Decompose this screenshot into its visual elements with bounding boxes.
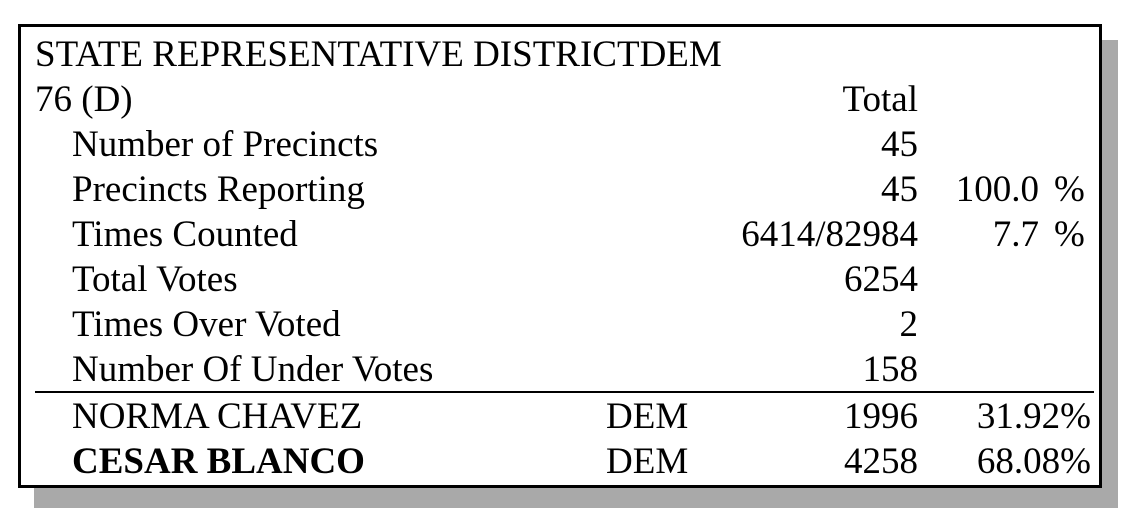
stat-label: Times Over Voted <box>72 304 341 345</box>
stat-percent-sign: % <box>1054 214 1085 255</box>
stat-value: 6254 <box>844 259 918 300</box>
candidate-party: DEM <box>606 441 689 482</box>
stat-label: Number of Precincts <box>72 124 379 165</box>
candidate-percent: 68.08% <box>976 441 1091 482</box>
stat-value: 45 <box>881 124 918 165</box>
divider-line <box>35 391 1094 393</box>
stat-label: Number Of Under Votes <box>72 349 434 390</box>
contest-title-line1: STATE REPRESENTATIVE DISTRICTDEM <box>35 34 722 75</box>
stat-label: Precincts Reporting <box>72 169 365 210</box>
candidate-name: NORMA CHAVEZ <box>72 396 363 437</box>
contest-title-line2: 76 (D) <box>35 79 133 120</box>
stat-percent: 100.0 <box>955 169 1039 210</box>
candidate-name: CESAR BLANCO <box>72 441 365 482</box>
stat-label: Times Counted <box>72 214 298 255</box>
stat-value: 45 <box>881 169 918 210</box>
stat-label: Total Votes <box>72 259 238 300</box>
stat-value: 2 <box>899 304 918 345</box>
stat-percent: 7.7 <box>992 214 1039 255</box>
candidate-party: DEM <box>606 396 689 437</box>
candidate-votes: 1996 <box>844 396 918 437</box>
stat-value: 158 <box>862 349 918 390</box>
candidate-percent: 31.92% <box>976 396 1091 437</box>
stat-percent-sign: % <box>1054 169 1085 210</box>
stat-value: 6414/82984 <box>741 214 918 255</box>
candidate-votes: 4258 <box>844 441 918 482</box>
total-column-header: Total <box>842 79 918 120</box>
results-box <box>18 24 1102 488</box>
